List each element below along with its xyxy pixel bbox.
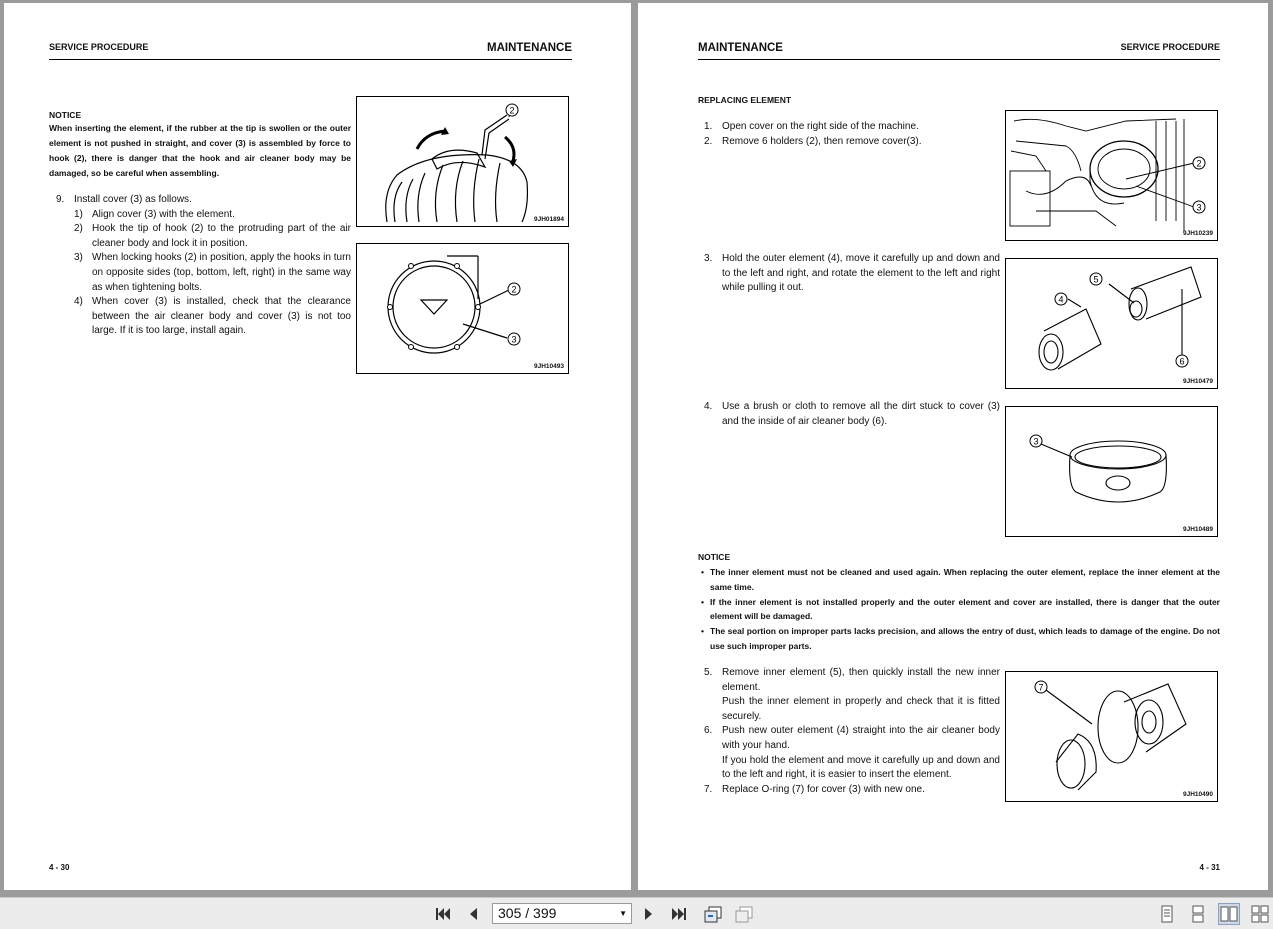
page-number: 4 - 30: [49, 863, 70, 872]
header-left: MAINTENANCE: [698, 42, 783, 54]
facing-view-button[interactable]: [1218, 903, 1240, 925]
figure-code: 9JH10239: [1183, 230, 1213, 237]
single-page-view-button[interactable]: [1156, 903, 1178, 925]
cover-bowl-drawing: [1006, 407, 1217, 536]
step: 6. Push new outer element (4) straight into the air cleaner body with your hand. If you hold the element and move it carefully up and down and to the left and right, it is easier to insert the element.: [704, 725, 1000, 781]
svg-text:6: 6: [1179, 356, 1185, 367]
svg-text:4: 4: [1058, 294, 1064, 305]
figure-outer-element: [1005, 258, 1218, 389]
notice-bullet: • The inner element must not be cleaned and used again. When replacing the outer element, replace the inner element at the same time.: [701, 567, 1220, 592]
left-page: [4, 3, 631, 890]
first-page-button[interactable]: [432, 903, 454, 925]
header-left: SERVICE PROCEDURE: [49, 42, 149, 52]
page-header: [49, 39, 572, 60]
svg-text:2: 2: [511, 284, 517, 295]
notice-title: NOTICE: [49, 110, 82, 120]
header-right: MAINTENANCE: [487, 42, 572, 54]
step: 2. Remove 6 holders (2), then remove cover(3).: [704, 135, 922, 147]
viewer-toolbar: [0, 897, 1273, 929]
step-3: 3. Hold the outer element (4), move it carefully up and down and to the left and right, and rotate the element to the left and right while pulling it out.: [704, 253, 1000, 294]
continuous-facing-icon: [1251, 905, 1269, 923]
svg-text:5: 5: [1093, 274, 1099, 285]
figure-code: 9JH10489: [1183, 526, 1213, 533]
notice-bullet: • The seal portion on improper parts lacks precision, and allows the entry of dust, which leads to damage of the engine. Do not use such improper parts.: [701, 626, 1220, 651]
single-page-icon: [1159, 905, 1175, 923]
substep: 2) Hook the tip of hook (2) to the protruding part of the air cleaner body and lock it in position.: [74, 223, 351, 249]
previous-page-button[interactable]: [462, 903, 484, 925]
svg-text:7: 7: [1038, 682, 1044, 693]
header-right: SERVICE PROCEDURE: [1120, 42, 1220, 52]
callout-label: 2: [509, 105, 515, 116]
notice-bullet: • If the inner element is not installed properly and the outer element and cover are installed, there is danger that the outer element will be damaged.: [701, 596, 1220, 622]
svg-text:3: 3: [1196, 202, 1202, 213]
figure-engine-area: [1005, 110, 1218, 241]
forward-view-icon: [734, 905, 754, 923]
figure-code: 9JH10493: [534, 363, 564, 370]
notice-bullets: [698, 565, 1220, 654]
go-back-view-button[interactable]: [702, 903, 724, 925]
o-ring-drawing: [1006, 672, 1217, 801]
figure-code: 9JH01894: [534, 216, 564, 223]
figure-code: 9JH10490: [1183, 791, 1213, 798]
section-title: REPLACING ELEMENT: [698, 95, 792, 105]
page-header: [698, 39, 1220, 60]
previous-page-icon: [466, 906, 480, 922]
steps-1-2: [704, 120, 1000, 149]
element-drawing: [1006, 259, 1217, 388]
continuous-page-icon: [1190, 905, 1206, 923]
first-page-icon: [434, 906, 452, 922]
substep: 3) When locking hooks (2) in position, apply the hooks in turn on opposite sides (top, bottom, left, right) in the same way as when tightening bolts.: [74, 252, 351, 293]
notice-title: NOTICE: [698, 552, 731, 562]
go-forward-view-button[interactable]: [733, 903, 755, 925]
hook-drawing: [357, 97, 568, 226]
page-number: 4 - 31: [1199, 863, 1220, 872]
continuous-view-button[interactable]: [1187, 903, 1209, 925]
figure-o-ring: [1005, 671, 1218, 802]
figure-cover: [1005, 406, 1218, 537]
last-page-button[interactable]: [668, 903, 690, 925]
step: 1. Open cover on the right side of the machine.: [704, 121, 919, 132]
continuous-facing-view-button[interactable]: [1249, 903, 1271, 925]
facing-pages-icon: [1220, 905, 1238, 923]
next-page-icon: [642, 906, 656, 922]
engine-drawing: [1006, 111, 1217, 240]
page-number-input[interactable]: 305 / 399 ▼: [492, 903, 632, 924]
figure-code: 9JH10479: [1183, 378, 1213, 385]
cover-drawing: [357, 244, 568, 373]
right-page: [638, 3, 1268, 890]
step-9: 9. Install cover (3) as follows.: [56, 194, 192, 205]
steps-5-7: [704, 666, 1000, 797]
back-view-icon: [703, 905, 723, 923]
last-page-icon: [670, 906, 688, 922]
svg-text:3: 3: [511, 334, 517, 345]
notice-text: When inserting the element, if the rubber at the tip is swollen or the outer element is not pushed in straight, and cover (3) is assembled by force to hook (2), there is danger that the hook and air cleaner body may be damaged, so be careful when assembling.: [49, 123, 351, 178]
step: 5. Remove inner element (5), then quickly install the new inner element. Push the inner element in properly and check that it is fitted securely.: [704, 667, 1000, 722]
figure-hook-illustration: [356, 96, 569, 227]
substep: 1) Align cover (3) with the element.: [74, 208, 235, 220]
figure-cover-illustration: [356, 243, 569, 374]
substep: 4) When cover (3) is installed, check that the clearance between the air cleaner body and cover (3) is not too large. If it is too large, install again.: [74, 296, 351, 337]
next-page-button[interactable]: [638, 903, 660, 925]
step-4: 4. Use a brush or cloth to remove all the dirt stuck to cover (3) and the inside of air cleaner body (6).: [704, 401, 1000, 427]
svg-text:3: 3: [1033, 436, 1039, 447]
install-steps: [56, 193, 351, 339]
step: 7. Replace O-ring (7) for cover (3) with new one.: [704, 783, 925, 795]
chevron-down-icon: ▼: [619, 909, 627, 918]
svg-text:2: 2: [1196, 158, 1202, 169]
